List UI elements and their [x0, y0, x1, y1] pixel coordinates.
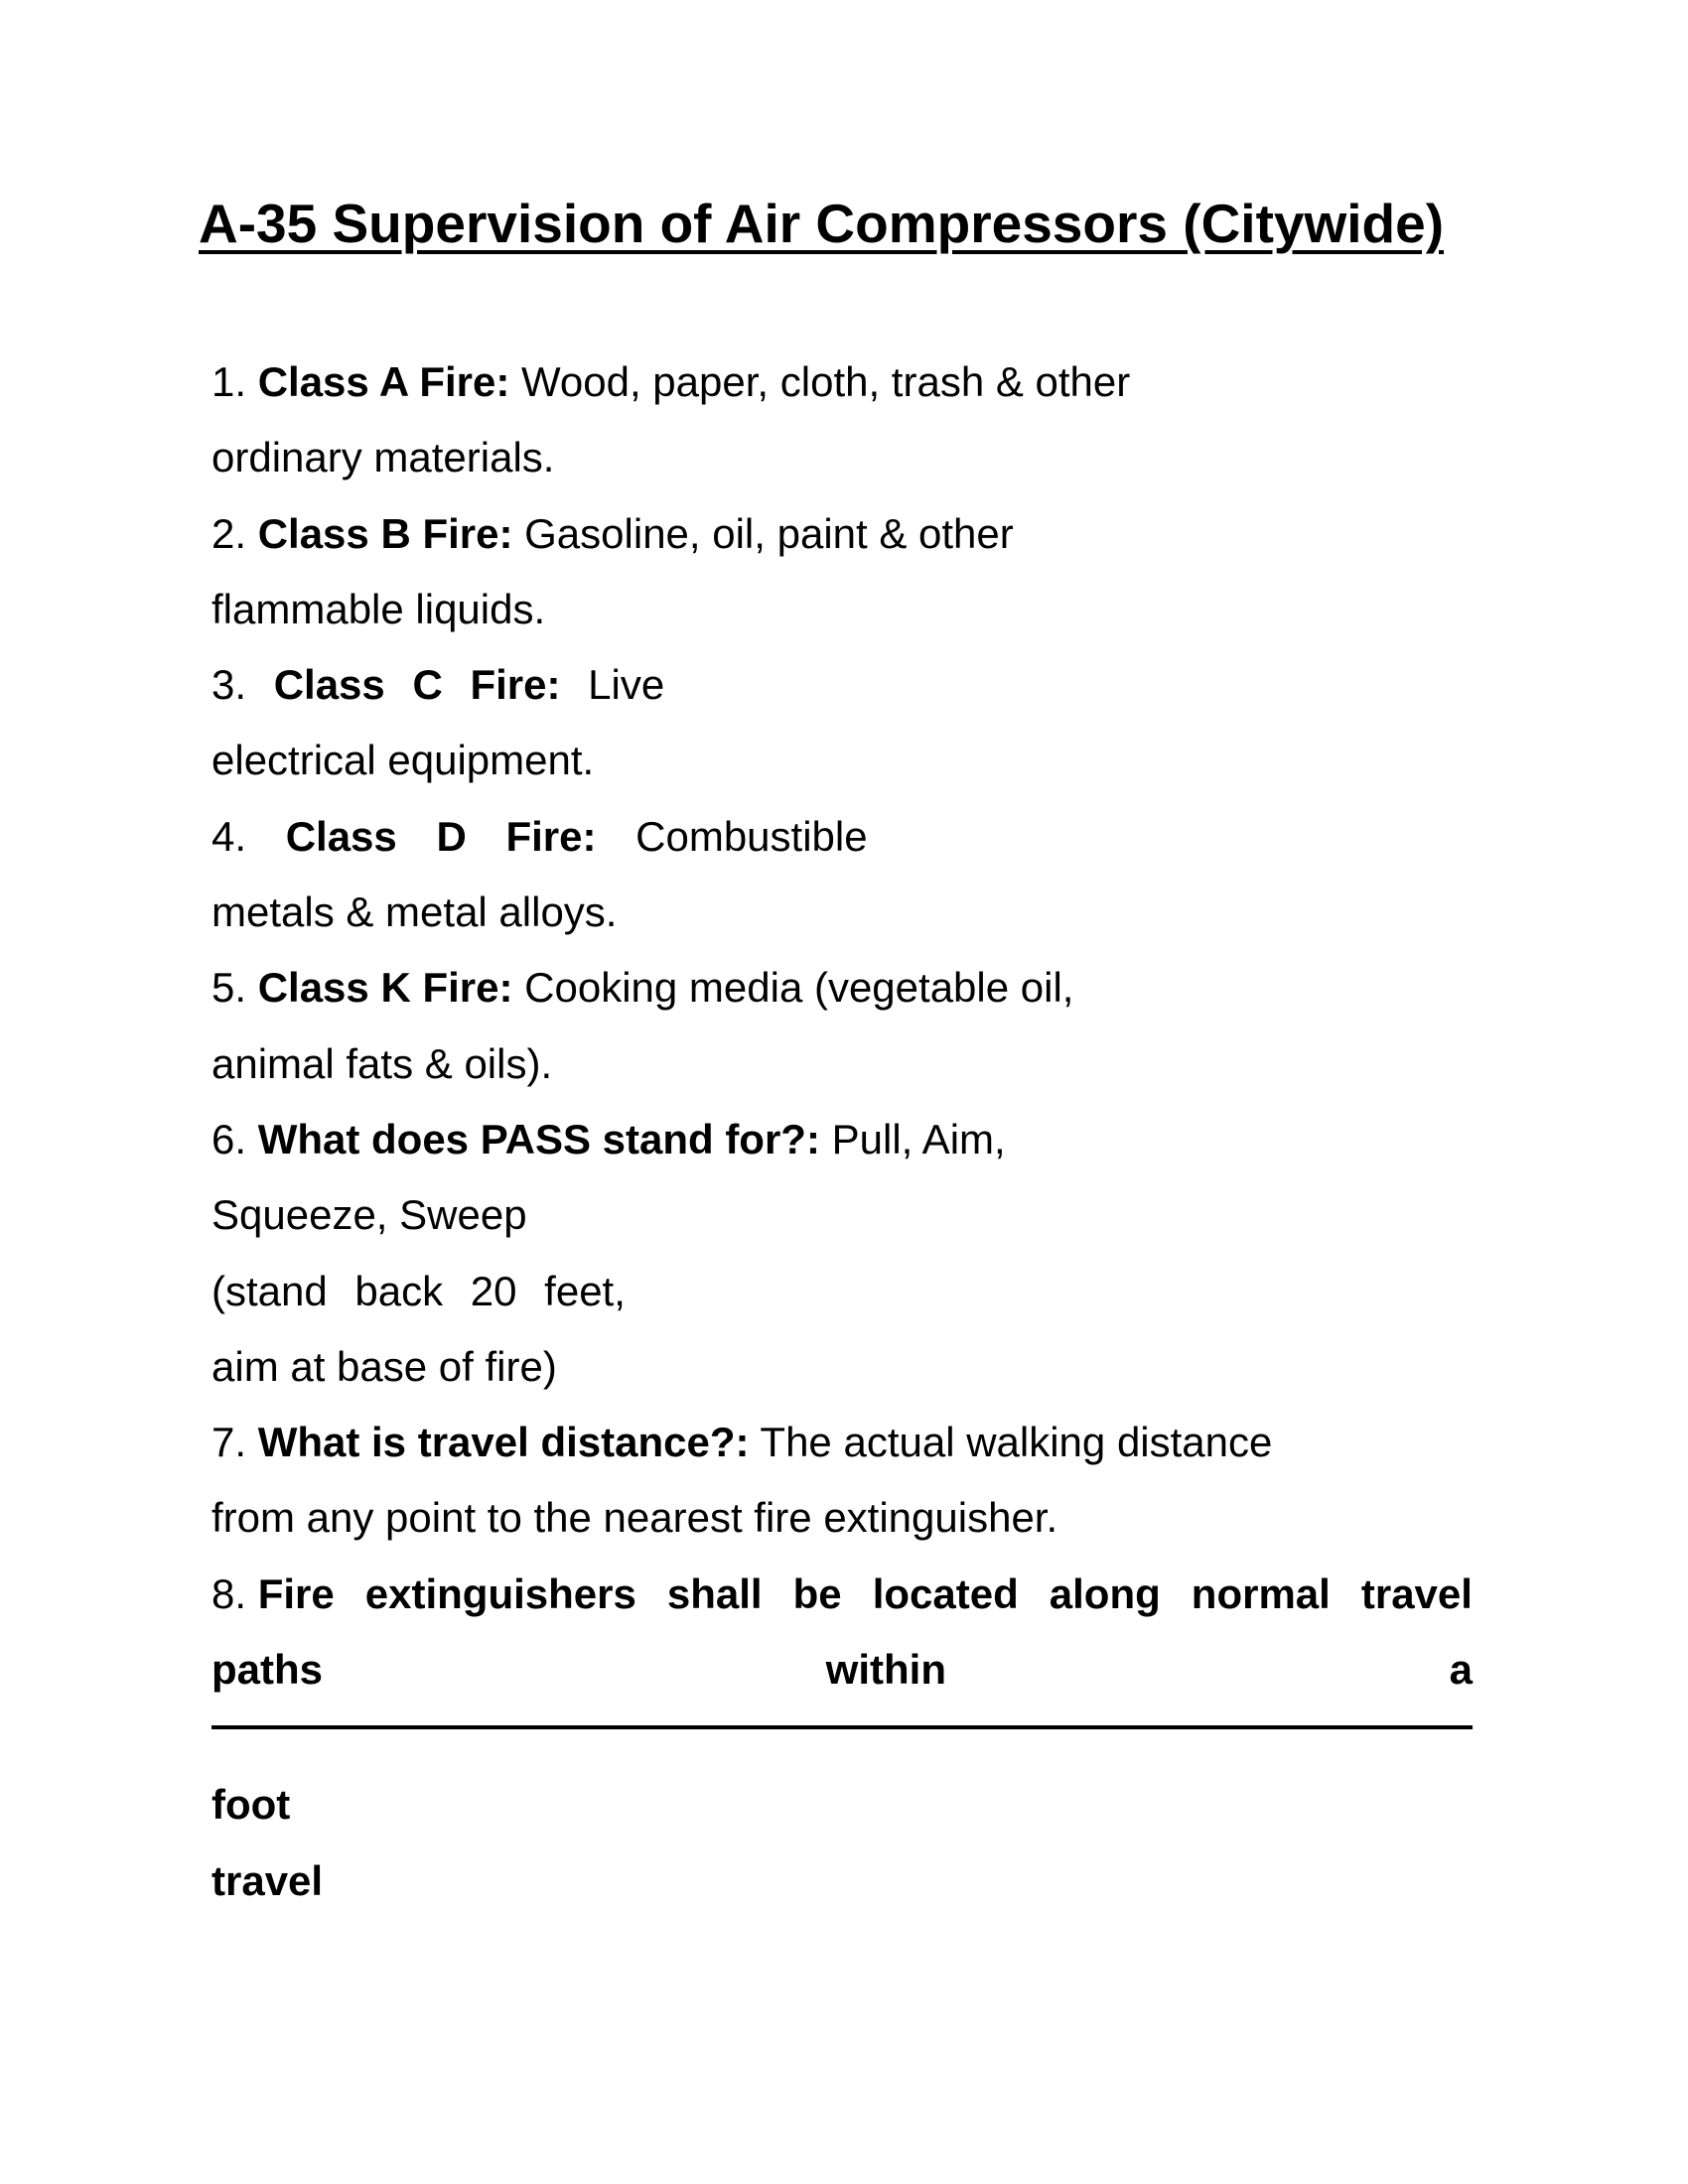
list-item-6-continuation: Squeeze, Sweep — [211, 1191, 527, 1239]
item-word: paths — [211, 1646, 324, 1694]
list-item-7 — [211, 1405, 1473, 1480]
item-word: along — [1049, 1570, 1161, 1617]
item-number: 2. — [211, 509, 247, 557]
page-title: A-35 Supervision of Air Compressors (Citywide) — [199, 193, 1445, 254]
item-word: a — [1449, 1646, 1473, 1694]
item-number: 5. — [211, 964, 247, 1012]
list-item-2-continuation: flammable liquids. — [211, 585, 546, 632]
item-number: 4. — [211, 812, 247, 860]
item-text: Wood, paper, cloth, trash & other — [521, 358, 1131, 405]
list-item-8 — [211, 1557, 1473, 1632]
item-label: Class C Fire: — [273, 661, 561, 709]
list-item-8-continuation — [211, 1632, 1473, 1707]
item-label: Class D Fire: — [285, 812, 597, 860]
list-item-6 — [211, 1102, 1473, 1177]
item-label: Class A Fire: — [257, 358, 510, 405]
item-text: The actual walking distance — [760, 1419, 1273, 1466]
item-number: 1. — [211, 358, 247, 405]
item-number: 6. — [211, 1115, 247, 1162]
list-item-3-continuation: electrical equipment. — [211, 737, 595, 784]
list-item-6-continuation-2: (stand back 20 feet, — [211, 1267, 626, 1314]
list-item-5-continuation: animal fats & oils). — [211, 1039, 553, 1087]
item-label: Class B Fire: — [257, 509, 513, 557]
list-item-6-continuation-3: aim at base of fire) — [211, 1342, 557, 1390]
question-list — [211, 344, 1473, 1919]
item-text: Live — [588, 661, 665, 709]
item-text: Combustible — [635, 812, 868, 860]
item-number: 3. — [211, 661, 247, 709]
list-item-4 — [211, 799, 1473, 875]
list-item-7-continuation: from any point to the nearest fire extinguisher. — [211, 1494, 1058, 1542]
list-item-1 — [211, 344, 1473, 420]
item-number-word: 8. Fire — [211, 1570, 335, 1617]
item-label: Class K Fire: — [257, 964, 513, 1012]
answer-blank — [211, 1707, 1473, 1767]
item-label: What does PASS stand for?: — [257, 1115, 820, 1162]
list-item-2 — [211, 496, 1473, 572]
list-item-1-continuation: ordinary materials. — [211, 434, 555, 481]
item-word: be — [792, 1570, 842, 1617]
item-word: extinguishers — [364, 1570, 636, 1617]
list-item-8-after-2: travel — [211, 1856, 324, 1904]
item-word: normal — [1191, 1570, 1331, 1617]
item-text: Gasoline, oil, paint & other — [524, 509, 1014, 557]
item-word: travel — [1360, 1570, 1473, 1617]
item-label: What is travel distance?: — [257, 1419, 750, 1466]
item-word: located — [872, 1570, 1019, 1617]
list-item-3 — [211, 647, 1473, 723]
list-item-4-continuation: metals & metal alloys. — [211, 888, 618, 936]
item-number: 7. — [211, 1419, 247, 1466]
list-item-8-after-1: foot — [211, 1781, 291, 1829]
item-word: within — [825, 1646, 946, 1694]
item-text: Pull, Aim, — [831, 1115, 1006, 1162]
item-word: shall — [666, 1570, 763, 1617]
answer-blank-line — [211, 1725, 1473, 1729]
item-text: Cooking media (vegetable oil, — [524, 964, 1074, 1012]
list-item-5 — [211, 950, 1473, 1025]
